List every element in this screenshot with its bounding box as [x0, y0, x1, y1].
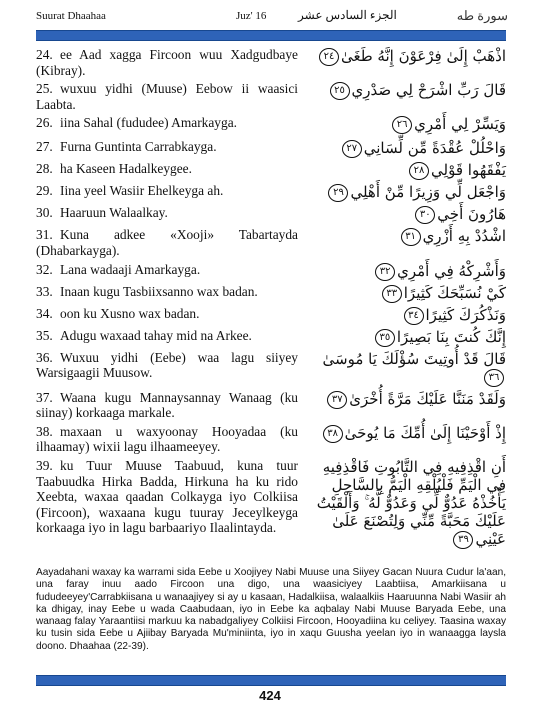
somali-translation	[36, 306, 298, 322]
arabic-verse-text: أَنِ اقْذِفِيهِ فِي التَّابُوتِ فَاقْذِفِيهِ فِي الْيَمِّ فَلْيُلْقِهِ الْيَمُّ بِالسَّاحِلِ يَأْخُذْهُ عَدُوٌّ لِّي وَعَدُوٌّ لَّهُ ۚ وَأَلْقَيْتُ عَلَيْكَ مَحَبَّةً مِّنِّي وَلِتُصْنَعَ عَلَىٰ عَيْنِي	[316, 457, 506, 548]
verse-number: 27.	[36, 139, 53, 155]
surah-arabic-title: سورة طه	[456, 8, 508, 23]
arabic-verse	[316, 161, 506, 180]
verse-row	[36, 183, 506, 202]
arabic-verse	[316, 183, 506, 202]
verse-end-marker: ٢٦	[392, 116, 412, 134]
arabic-verse	[316, 47, 506, 66]
verse-row	[36, 115, 506, 134]
verse-end-marker: ٢٤	[319, 48, 339, 66]
verse-text: Adugu waxaad tahay mid na Arkee.	[60, 327, 252, 343]
verse-text: ee Aad xagga Fircoon wuu Xadgudbaye (Kibray).	[36, 47, 298, 78]
arabic-verse-text: وَأَشْرِكْهُ فِي أَمْرِي	[397, 261, 506, 280]
arabic-verse	[316, 81, 506, 100]
verse-row	[36, 262, 506, 281]
verse-end-marker: ٣٢	[375, 263, 395, 281]
juz-arabic: الجزء السادس عشر	[298, 8, 397, 22]
top-decorative-bar	[36, 30, 506, 41]
verse-number: 25.	[36, 81, 53, 97]
verse-number: 37.	[36, 389, 53, 405]
verse-text: Inaan kugu Tasbiixsanno wax badan.	[60, 283, 258, 299]
verse-text: Wuxuu yidhi (Eebe) waa lagu siiyey Warsigaagii Muusow.	[36, 349, 298, 381]
verse-row	[36, 424, 506, 455]
verse-number: 26.	[36, 115, 53, 131]
verse-end-marker: ٢٧	[342, 140, 362, 158]
somali-translation	[36, 424, 298, 455]
arabic-verse	[316, 227, 506, 246]
verse-row	[36, 227, 506, 258]
verse-text: oon ku Xusno wax badan.	[60, 305, 200, 321]
somali-translation	[36, 390, 298, 421]
verse-number: 30.	[36, 205, 53, 221]
verse-number: 33.	[36, 283, 53, 299]
verse-end-marker: ٣٣	[382, 285, 402, 303]
verse-end-marker: ٣٨	[323, 425, 343, 443]
somali-translation	[36, 139, 298, 155]
arabic-verse-text: إِذْ أَوْحَيْنَا إِلَىٰ أُمِّكَ مَا يُوحَىٰ	[344, 423, 506, 442]
arabic-verse	[316, 284, 506, 303]
arabic-verse	[316, 458, 506, 549]
somali-translation	[36, 458, 298, 536]
somali-translation	[36, 115, 298, 131]
arabic-verse	[316, 424, 506, 443]
arabic-verse	[316, 306, 506, 325]
arabic-verse	[316, 350, 506, 387]
verses-list	[36, 44, 506, 549]
somali-translation	[36, 262, 298, 278]
verse-text: Lana wadaaji Amarkayga.	[60, 261, 201, 277]
somali-translation	[36, 47, 298, 78]
verse-text: iina Sahal (fududee) Amarkayga.	[60, 115, 237, 131]
verse-text: Haaruun Walaalkay.	[60, 205, 168, 221]
somali-translation	[36, 328, 298, 344]
verse-row	[36, 350, 506, 387]
somali-translation	[36, 227, 298, 258]
bottom-decorative-bar	[36, 675, 506, 686]
somali-translation	[36, 161, 298, 177]
verse-row	[36, 139, 506, 158]
verse-end-marker: ٣٩	[453, 531, 473, 549]
verse-text: Waana kugu Mannaysannay Wanaag (ku siinay) korkaaga markale.	[36, 389, 298, 421]
arabic-verse-text: اذْهَبْ إِلَىٰ فِرْعَوْنَ إِنَّهُ طَغَىٰ	[340, 47, 506, 65]
verse-number: 34.	[36, 305, 53, 321]
page-header	[36, 8, 508, 28]
arabic-verse-text: هَارُونَ أَخِي	[437, 205, 506, 224]
commentary-footnote: Aayadahani waxay ka warrami sida Eebe u Xoojiyey Nabi Muuse una Siiyey Gacan Nuura Cudur la'aan, una faray inuu aado Fircoon una digo, una waasiciyey Laabtiisa, Amarkiisana u fududeeyey'Carrabkiisana u wanaajiyey si ay u kasaan, Hadalkiisa, walaalkiis Haaruunna Nabi Wasiir ah ka dhigay, inay Eebe u wada Caabudaan, iyo in Eebe ka aqbalay Nabi Muuse Baryada Eebe, una wanaag falay Yaraantiisi markuu ka nabadgaliyey Colkiisi Fircoon, Hooyadiina ku celiyey. Taasina waxay ku tusin sida Eebe u Ajiibay Baryada Mu'miniinta, iyo in xaqu Guusha yeelan iyo in wanaagga laysla doono. Dhaahaa (22-39).	[36, 567, 506, 652]
arabic-verse	[316, 115, 506, 134]
arabic-verse-text: قَالَ قَدْ أُوتِيتَ سُؤْلَكَ يَا مُوسَىٰ	[322, 349, 506, 368]
arabic-verse-text: قَالَ رَبِّ اشْرَحْ لِي صَدْرِي	[351, 81, 506, 100]
somali-translation	[36, 350, 298, 381]
arabic-verse	[316, 262, 506, 281]
arabic-verse-text: وَاجْعَل لِّي وَزِيرًا مِّنْ أَهْلِي	[350, 183, 506, 202]
page-number: 424	[259, 688, 281, 703]
verse-number: 39.	[36, 457, 53, 473]
arabic-verse	[316, 390, 506, 409]
verse-row	[36, 458, 506, 549]
verse-text: Furna Guntinta Carrabkayga.	[60, 139, 217, 155]
verse-end-marker: ٣٧	[327, 391, 347, 409]
verse-end-marker: ٣٦	[484, 369, 504, 387]
arabic-verse-text: كَيْ نُسَبِّحَكَ كَثِيرًا	[403, 283, 506, 302]
juz-label: Juz' 16	[236, 10, 267, 22]
verse-end-marker: ٣٤	[404, 307, 424, 325]
arabic-verse-text: إِنَّكَ كُنتَ بِنَا بَصِيرًا	[396, 327, 506, 346]
arabic-verse-text: وَلَقَدْ مَنَنَّا عَلَيْكَ مَرَّةً أُخْرَىٰ	[349, 389, 506, 408]
verse-row	[36, 328, 506, 347]
arabic-verse-text: وَاحْلُلْ عُقْدَةً مِّن لِّسَانِي	[363, 139, 506, 158]
verse-number: 32.	[36, 261, 53, 277]
arabic-verse	[316, 205, 506, 224]
verse-number: 31.	[36, 227, 53, 243]
verse-number: 24.	[36, 47, 53, 62]
somali-translation	[36, 183, 298, 199]
verse-row	[36, 161, 506, 180]
arabic-verse-text: يَفْقَهُوا قَوْلِي	[431, 161, 506, 180]
verse-text: ku Tuur Muuse Taabuud, kuna tuur Taabuudka Hirka Badda, Hirkuna ha ku rido Xeebta, waxaa qaadan Colkayga iyo Colkiisa (Fircoon), waxaana kugu tuuray Jeceylkeyga korkaaga iyo in lagu barbaariyo Ilaalintayda.	[36, 457, 298, 536]
arabic-verse-text: وَنَذْكُرَكَ كَثِيرًا	[425, 305, 506, 324]
arabic-verse-text: اشْدُدْ بِهِ أَزْرِي	[422, 227, 506, 246]
verse-row	[36, 390, 506, 421]
verse-text: wuxuu yidhi (Muuse) Eebow ii waasici Laabta.	[36, 81, 298, 112]
verse-end-marker: ٢٥	[330, 82, 350, 100]
verse-end-marker: ٣١	[401, 228, 421, 246]
verse-text: Kuna adkee «Xooji» Tabartayda (Dhabarkayga).	[36, 227, 298, 258]
arabic-verse-text: وَيَسِّرْ لِي أَمْرِي	[414, 115, 506, 134]
verse-end-marker: ٣٥	[375, 329, 395, 347]
somali-translation	[36, 81, 298, 112]
verse-text: ha Kaseen Hadalkeygee.	[60, 161, 192, 177]
verse-number: 35.	[36, 327, 53, 343]
verse-number: 29.	[36, 183, 53, 199]
surah-name: Suurat Dhaahaa	[36, 10, 106, 22]
arabic-verse	[316, 139, 506, 158]
verse-row	[36, 81, 506, 112]
verse-row	[36, 306, 506, 325]
verse-row	[36, 284, 506, 303]
verse-number: 36.	[36, 349, 53, 365]
verse-text: maxaan u waxyoonay Hooyadaa (ku ilhaamay) wixii lagu ilhaameeyey.	[36, 423, 298, 455]
verse-end-marker: ٢٨	[409, 162, 429, 180]
verse-row	[36, 47, 506, 78]
verse-number: 38.	[36, 423, 53, 439]
somali-translation	[36, 284, 298, 300]
verse-row	[36, 205, 506, 224]
arabic-verse	[316, 328, 506, 347]
verse-number: 28.	[36, 161, 53, 177]
somali-translation	[36, 205, 298, 221]
verse-end-marker: ٣٠	[415, 206, 435, 224]
verse-text: Iina yeel Wasiir Ehelkeyga ah.	[60, 183, 224, 199]
verse-end-marker: ٢٩	[328, 184, 348, 202]
